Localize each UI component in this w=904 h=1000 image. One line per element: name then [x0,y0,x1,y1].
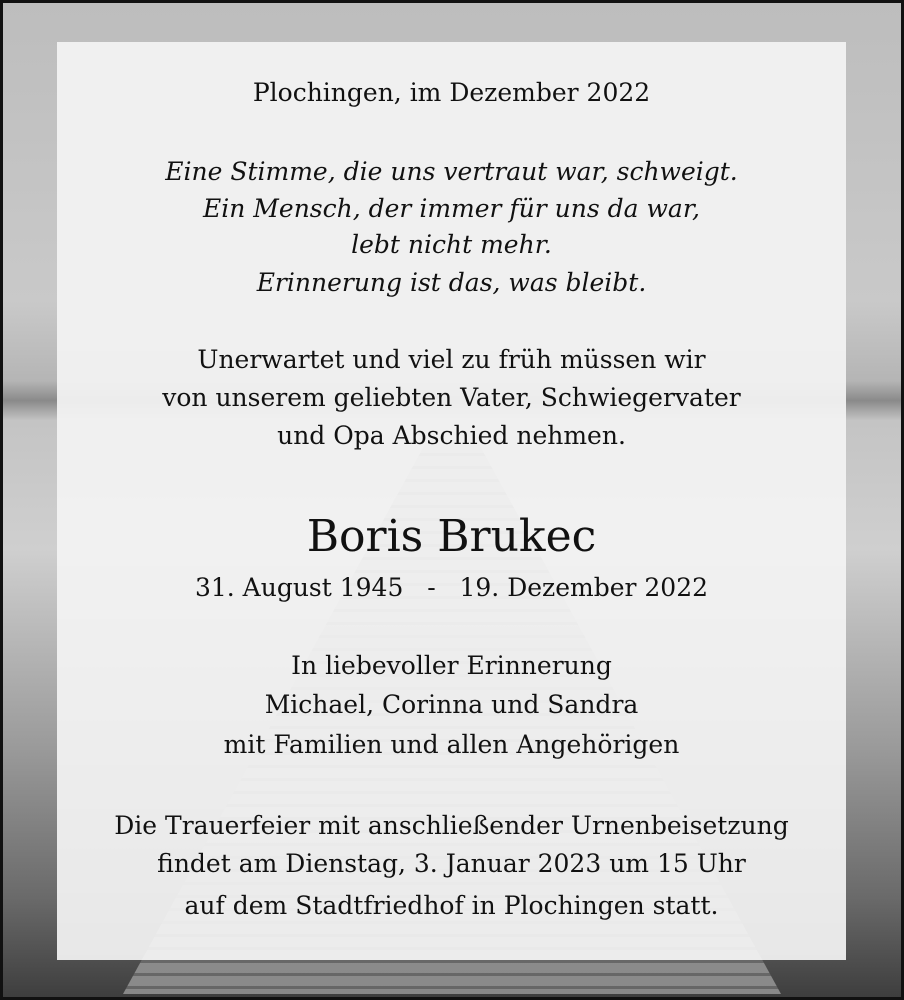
intro-line: Unerwartet und viel zu früh müssen wir [197,345,706,374]
life-dates: 31. August 1945 - 19. Dezember 2022 [194,573,709,602]
ceremony-line: auf dem Stadtfriedhof in Plochingen statt. [184,891,719,920]
mourner-line: mit Familien und allen Angehörigen [223,730,680,759]
poem-line: Ein Mensch, der immer für uns da war, [203,194,700,223]
poem-line: lebt nicht mehr. [351,230,552,259]
poem-line: Eine Stimme, die uns vertraut war, schweigt. [165,157,738,186]
mourner-line: Michael, Corinna und Sandra [264,690,639,719]
ceremony-line: Die Trauerfeier mit anschließender Urnenbeisetzung [114,811,789,840]
poem-line: Erinnerung ist das, was bleibt. [256,268,647,297]
intro-line: von unserem geliebten Vater, Schwiegervater [162,383,741,412]
deceased-name: Boris Brukec [306,511,597,562]
obituary-panel [57,42,846,960]
mourner-line: In liebevoller Erinnerung [291,651,612,680]
place-date: Plochingen, im Dezember 2022 [252,78,651,107]
ceremony-line: findet am Dienstag, 3. Januar 2023 um 15 Uhr [157,849,746,878]
intro-line: und Opa Abschied nehmen. [277,421,626,450]
